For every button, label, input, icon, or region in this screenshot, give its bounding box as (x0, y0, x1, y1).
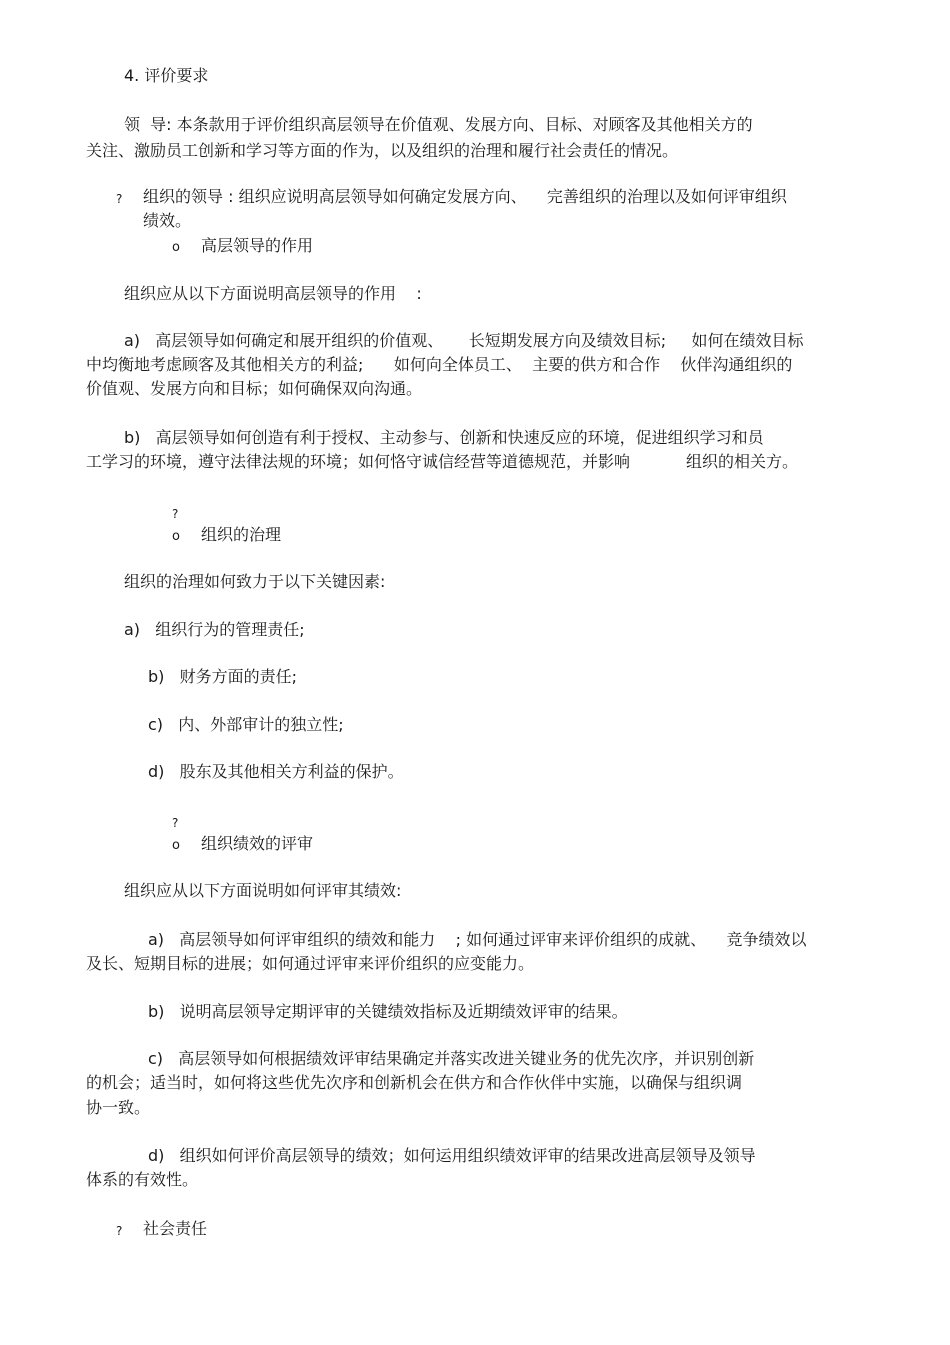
review-title: 组织绩效的评审 (201, 834, 314, 853)
review-c-line-3: 协一致。 (86, 1098, 151, 1117)
circle-marker: o (172, 529, 180, 544)
intro-line-1: 领 导: 本条款用于评价组织高层领导在价值观、发展方向、目标、对顾客及其他相关方的 (124, 115, 753, 134)
review-d-line-2: 体系的有效性。 (86, 1170, 199, 1189)
bullet-marker: ? (172, 507, 179, 521)
role-intro: 组织应从以下方面说明高层领导的作用 : (124, 284, 422, 303)
review-intro: 组织应从以下方面说明如何评审其绩效: (124, 881, 402, 900)
circle-marker: o (172, 240, 180, 255)
governance-item-c: c) 内、外部审计的独立性; (148, 715, 344, 734)
bullet-marker: ? (116, 1224, 123, 1238)
review-c-line-1: c) 高层领导如何根据绩效评审结果确定并落实改进关键业务的优先次序，并识别创新 (148, 1049, 755, 1068)
social-title: 社会责任 (143, 1219, 208, 1238)
role-a-line-3: 价值观、发展方向和目标；如何确保双向沟通。 (86, 379, 423, 398)
governance-item-b: b) 财务方面的责任; (148, 667, 298, 686)
role-a-line-2: 中均衡地考虑顾客及其他相关方的利益; 如何向全体员工、 主要的供方和合作 伙伴沟通组织的 (86, 355, 793, 374)
governance-title: 组织的治理 (201, 525, 282, 544)
review-a-line-1: a) 高层领导如何评审组织的绩效和能力 ; 如何通过评审来评价组织的成就、 竞争绩效以 (148, 930, 807, 949)
role-b-line-1: b) 高层领导如何创造有利于授权、主动参与、创新和快速反应的环境，促进组织学习和员 (124, 428, 764, 447)
governance-item-d: d) 股东及其他相关方利益的保护。 (148, 762, 404, 781)
role-b-line-2: 工学习的环境，遵守法律法规的环境；如何恪守诚信经营等道德规范，并影响 组织的相关方。 (86, 452, 798, 471)
review-d-line-1: d) 组织如何评价高层领导的绩效；如何运用组织绩效评审的结果改进高层领导及领导 (148, 1146, 756, 1165)
review-b: b) 说明高层领导定期评审的关键绩效指标及近期绩效评审的结果。 (148, 1002, 628, 1021)
role-a-line-1: a) 高层领导如何确定和展开组织的价值观、 长短期发展方向及绩效目标; 如何在绩效目标 (124, 331, 804, 350)
role-title: 高层领导的作用 (201, 236, 314, 255)
intro-line-2: 关注、激励员工创新和学习等方面的作为，以及组织的治理和履行社会责任的情况。 (86, 141, 679, 160)
leadership-line-1: 组织的领导 : 组织应说明高层领导如何确定发展方向、 完善组织的治理以及如何评审组织 (143, 187, 787, 206)
governance-item-a: a) 组织行为的管理责任; (124, 620, 305, 639)
bullet-marker: ? (172, 816, 179, 830)
review-a-line-2: 及长、短期目标的进展；如何通过评审来评价组织的应变能力。 (86, 954, 535, 973)
review-c-line-2: 的机会；适当时，如何将这些优先次序和创新机会在供方和合作伙伴中实施，以确保与组织调 (86, 1073, 743, 1092)
circle-marker: o (172, 838, 180, 853)
section-heading: 4. 评价要求 (124, 66, 209, 85)
bullet-marker: ? (116, 192, 123, 206)
governance-intro: 组织的治理如何致力于以下关键因素: (124, 572, 386, 591)
leadership-line-2: 绩效。 (143, 211, 192, 230)
